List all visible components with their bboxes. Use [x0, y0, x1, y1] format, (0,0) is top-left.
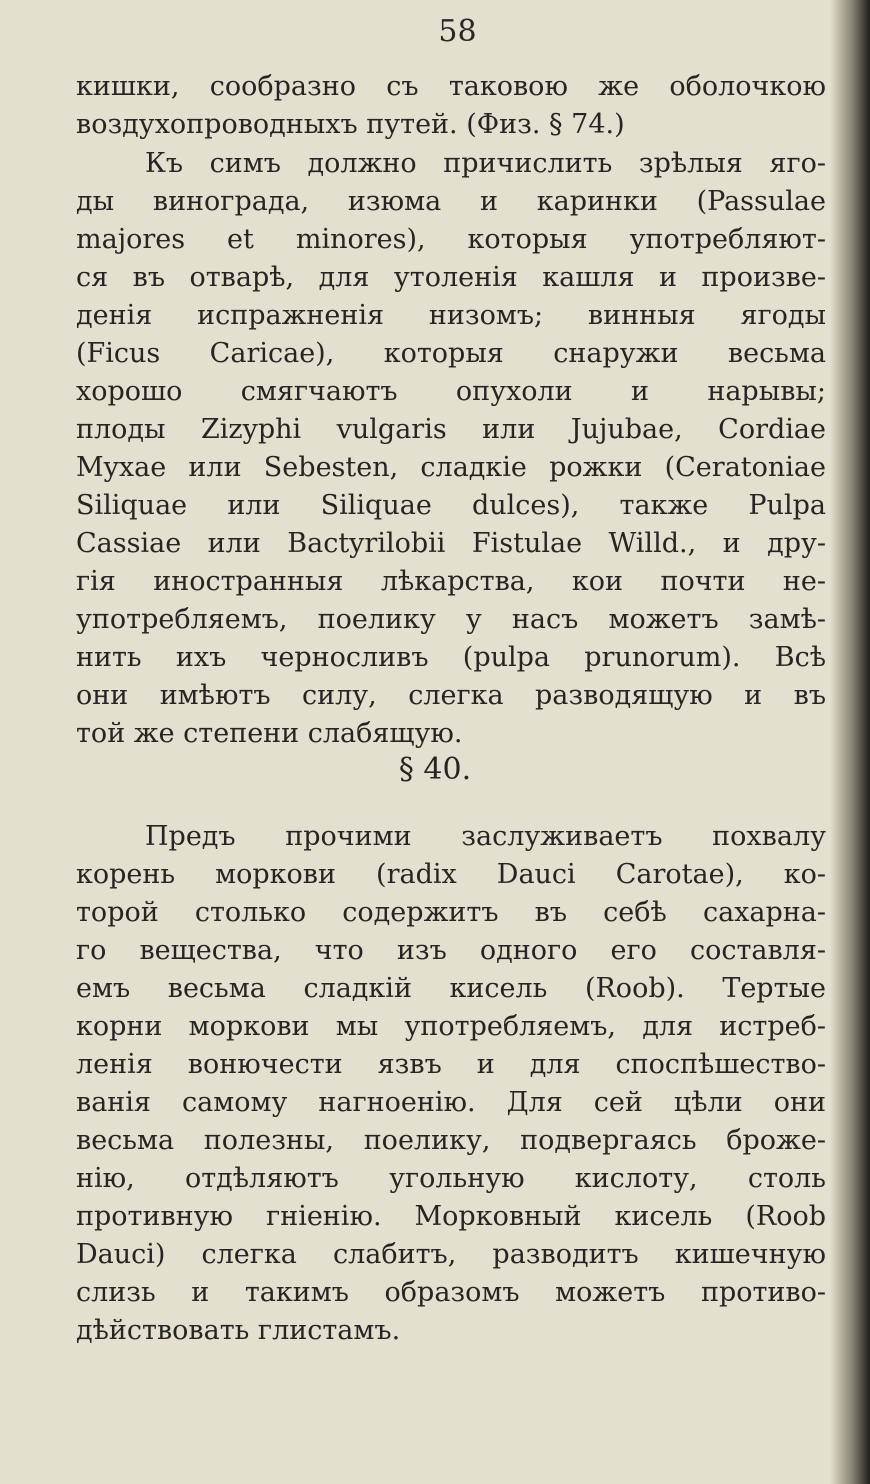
- text-line: денія испражненія низомъ; винныя ягоды: [76, 300, 826, 331]
- text-line: (Ficus Caricae), которыя снаружи весьма: [76, 338, 826, 369]
- text-line: употребляемъ, поелику у насъ можетъ замѣ-: [76, 604, 826, 635]
- text-line: они имѣютъ силу, слегка разводящую и въ: [76, 680, 826, 711]
- text-line: дѣйствовать глистамъ.: [76, 1315, 401, 1346]
- text-line: корень моркови (radix Dauci Carotae), ко-: [76, 859, 826, 890]
- text-line: противную гніенію. Морковный кисель (Roob: [76, 1201, 826, 1232]
- text-line: весьма полезны, поелику, подвергаясь броже-: [76, 1125, 826, 1156]
- text-line: нить ихъ черносливъ (pulpa prunorum). Всѣ: [76, 642, 826, 673]
- text-line: гія иностранныя лѣкарства, кои почти не-: [76, 566, 826, 597]
- text-line: слизь и такимъ образомъ можетъ противо-: [76, 1277, 826, 1308]
- text-line: Dauci) слегка слабитъ, разводитъ кишечную: [76, 1239, 826, 1270]
- text-line: корни моркови мы употребляемъ, для истреб-: [76, 1011, 826, 1042]
- text-line: плоды Zizyphi vulgaris или Jujubae, Cordiae: [76, 414, 826, 445]
- text-line: Cassiae или Bactyrilobii Fistulae Willd., и дру-: [76, 528, 826, 559]
- text-line: ды винограда, изюма и каринки (Passulae: [76, 186, 826, 217]
- text-line: торой столько содержитъ въ себѣ сахарна-: [76, 897, 826, 928]
- text-line: Myxae или Sebesten, сладкіе рожки (Ceratoniae: [76, 452, 826, 483]
- page-binding-shadow: [830, 0, 870, 1484]
- text-line: хорошо смягчаютъ опухоли и нарывы;: [76, 376, 826, 407]
- text-line: majores et minores), которыя употребляют-: [76, 224, 826, 255]
- text-line: ленія вонючести язвъ и для споспѣшество-: [76, 1049, 826, 1080]
- text-line: го вещества, что изъ одного его составля-: [76, 935, 826, 966]
- text-line: Предъ прочими заслуживаетъ похвалу: [145, 821, 826, 852]
- text-line: емъ весьма сладкій кисель (Roob). Тертые: [76, 973, 826, 1004]
- text-line: воздухопроводныхъ путей. (Физ. § 74.): [76, 109, 625, 140]
- page-number: 58: [438, 14, 477, 49]
- section-heading: § 40.: [398, 752, 472, 787]
- text-line: кишки, сообразно съ таковою же оболочкою: [76, 71, 826, 102]
- text-line: Siliquae или Siliquae dulces), также Pulpa: [76, 490, 826, 521]
- text-line: той же степени слабящую.: [76, 718, 463, 749]
- text-line: ванія самому нагноенію. Для сей цѣли они: [76, 1087, 826, 1118]
- text-line: ся въ отварѣ, для утоленія кашля и произве-: [76, 262, 826, 293]
- text-line: Къ симъ должно причислить зрѣлыя яго-: [145, 148, 826, 179]
- text-line: нію, отдѣляютъ угольную кислоту, столь: [76, 1163, 826, 1194]
